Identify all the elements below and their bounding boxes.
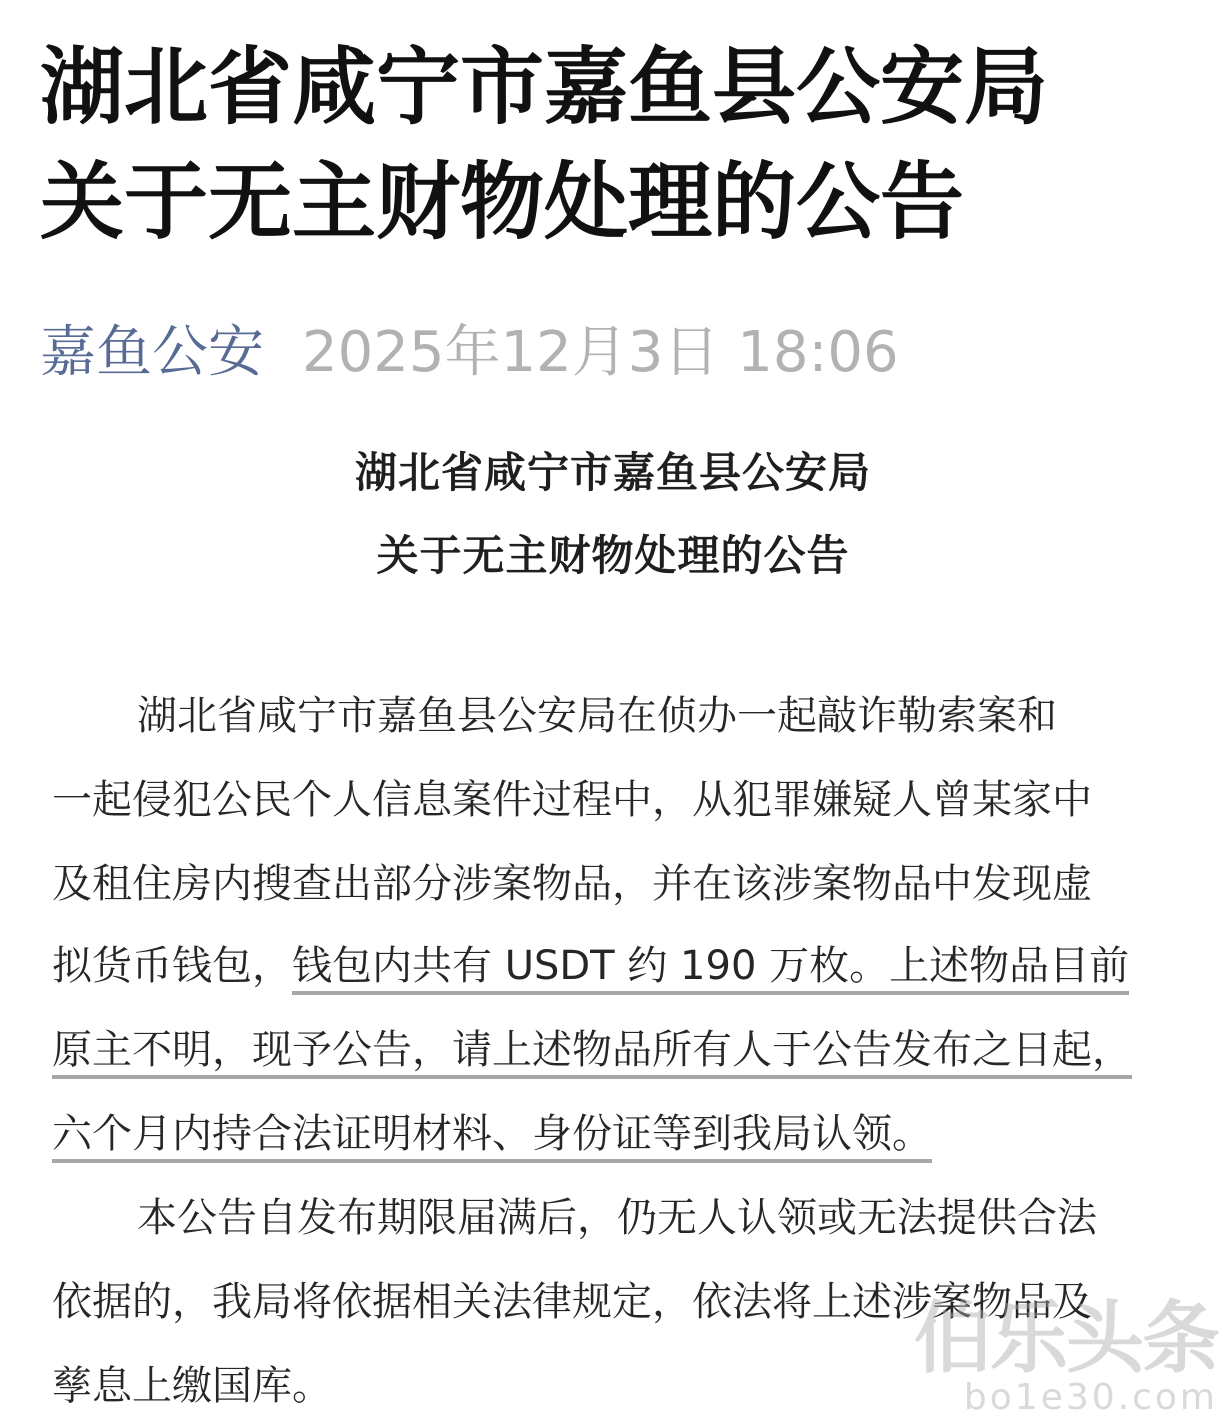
paragraph-1-line-1: 湖北省咸宁市嘉鱼县公安局在侦办一起敲诈勒索案和 bbox=[137, 693, 1057, 739]
paragraph-1-line-5 bbox=[52, 1020, 1132, 1080]
paragraph-2-line-1: 本公告自发布期限届满后，仍无人认领或无法提供合法 bbox=[137, 1195, 1097, 1241]
paragraph-1-line-6 bbox=[52, 1104, 932, 1164]
watermark-brand: 伯乐头条 bbox=[913, 1294, 1218, 1384]
article-title-line-2: 关于无主财物处理的公告 bbox=[40, 153, 965, 251]
underlined-text-claim: 六个月内持合法证明材料、身份证等到我局认领。 bbox=[52, 1111, 932, 1163]
paragraph-1-line-2: 一起侵犯公民个人信息案件过程中，从犯罪嫌疑人曾某家中 bbox=[52, 777, 1092, 823]
article-meta bbox=[40, 318, 899, 388]
watermark bbox=[913, 1294, 1218, 1418]
paragraph-2-line-3: 孳息上缴国库。 bbox=[52, 1363, 332, 1409]
publish-time: 2025年12月3日 18:06 bbox=[302, 320, 899, 385]
paragraph-1-line-3: 及租住房内搜查出部分涉案物品，并在该涉案物品中发现虚 bbox=[52, 861, 1092, 907]
paragraph-2-line-2: 依据的，我局将依据相关法律规定，依法将上述涉案物品及 bbox=[52, 1279, 1092, 1325]
paragraph-1-line-4 bbox=[52, 936, 1129, 996]
document-heading-line-1: 湖北省咸宁市嘉鱼县公安局 bbox=[354, 448, 871, 497]
paragraph-1-line-4-start: 拟货币钱包， bbox=[52, 943, 292, 989]
article-title-line-1: 湖北省咸宁市嘉鱼县公安局 bbox=[40, 38, 1049, 136]
watermark-domain: bo1e30.com bbox=[963, 1377, 1218, 1418]
underlined-text-notice: 原主不明，现予公告，请上述物品所有人于公告发布之日起， bbox=[52, 1027, 1132, 1079]
document-heading-line-2: 关于无主财物处理的公告 bbox=[376, 531, 850, 580]
underlined-text-usdt: 钱包内共有 USDT 约 190 万枚。上述物品目前 bbox=[292, 943, 1129, 995]
account-name-link[interactable]: 嘉鱼公安 bbox=[40, 320, 264, 385]
article-title bbox=[40, 30, 1190, 260]
